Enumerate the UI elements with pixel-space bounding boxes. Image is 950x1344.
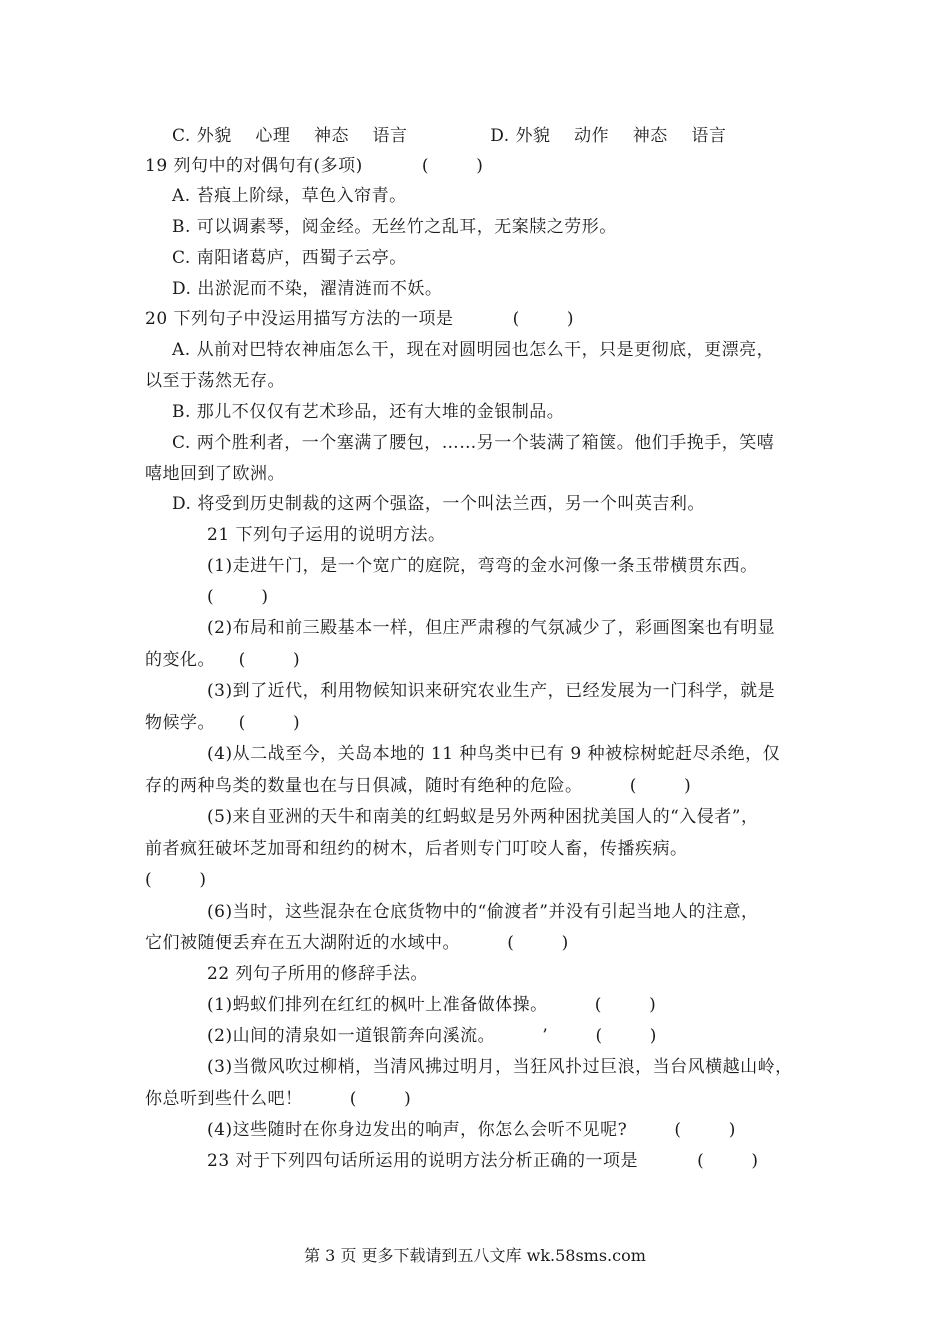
q21-item-1-answer: ( ) [207, 587, 269, 607]
q20-stem: 20 下列句子中没运用描写方法的一项是 ( ) [145, 309, 575, 329]
q21-item-6: (6)当时，这些混杂在仓底货物中的“偷渡者”并没有引起当地人的注意， [207, 902, 759, 922]
q21-item-3: (3)到了近代，利用物候知识来研究农业生产，已经发展为一门科学，就是 [207, 681, 776, 701]
q20-option-c-cont: 嘻地回到了欧洲。 [145, 464, 285, 484]
page-footer: 第 3 页 更多下载请到五八文库 wk.58sms.com [304, 1246, 646, 1265]
q20-option-b: B. 那儿不仅仅有艺术珍品，还有大堆的金银制品。 [172, 402, 565, 422]
q21-item-5-answer: ( ) [145, 870, 207, 890]
q21-item-2: (2)布局和前三殿基本一样，但庄严肃穆的气氛减少了，彩画图案也有明显 [207, 618, 776, 638]
q21-stem: 21 下列句子运用的说明方法。 [207, 525, 446, 545]
q22-item-1: (1)蚂蚁们排列在红红的枫叶上准备做体操。 ( ) [207, 995, 657, 1015]
q22-item-3-cont: 你总听到些什么吧！ ( ) [145, 1089, 412, 1109]
q22-stem: 22 列句子所用的修辞手法。 [207, 964, 429, 984]
q21-item-1: (1)走进午门，是一个宽广的庭院，弯弯的金水河像一条玉带横贯东西。 [207, 556, 758, 576]
q20-option-a-cont: 以至于荡然无存。 [145, 371, 285, 391]
q18-options-c-d: C. 外貌 心理 神态 语言 D. 外貌 动作 神态 语言 [172, 126, 727, 146]
q21-item-3-cont: 物候学。 ( ) [145, 713, 301, 733]
q23-stem: 23 对于下列四句话所运用的说明方法分析正确的一项是 ( ) [207, 1151, 759, 1171]
q22-item-4: (4)这些随时在你身边发出的响声，你怎么会听不见呢? ( ) [207, 1120, 736, 1140]
q22-item-3: (3)当微风吹过柳梢，当清风拂过明月，当狂风扑过巨浪，当台风横越山岭， [207, 1057, 793, 1077]
q21-item-5-cont: 前者疯狂破坏芝加哥和纽约的树木，后者则专门叮咬人畜，传播疾病。 [145, 839, 688, 859]
q21-item-6-cont: 它们被随便丢弃在五大湖附近的水域中。 ( ) [145, 933, 569, 953]
q19-option-b: B. 可以调素琴，阅金经。无丝竹之乱耳，无案牍之劳形。 [172, 217, 617, 237]
q20-option-c: C. 两个胜利者，一个塞满了腰包，……另一个装满了箱箧。他们手挽手，笑嘻 [172, 433, 775, 453]
q19-option-c: C. 南阳诸葛庐，西蜀子云亭。 [172, 248, 407, 268]
q21-item-4: (4)从二战至今，关岛本地的 11 种鸟类中已有 9 种被棕树蛇赶尽杀绝，仅 [207, 744, 781, 764]
q22-item-2: (2)山间的清泉如一道银箭奔向溪流。 ’ ( ) [207, 1026, 657, 1046]
q20-option-d: D. 将受到历史制裁的这两个强盗，一个叫法兰西，另一个叫英吉利。 [172, 494, 705, 514]
q21-item-4-cont: 存的两种鸟类的数量也在与日俱减，随时有绝种的危险。 ( ) [145, 776, 692, 796]
q19-option-a: A. 苔痕上阶绿，草色入帘青。 [172, 186, 407, 206]
q19-stem: 19 列句中的对偶句有(多项) ( ) [145, 156, 484, 176]
q21-item-5: (5)来自亚洲的天牛和南美的红蚂蚁是另外两种困扰美国人的“入侵者”， [207, 807, 759, 827]
q21-item-2-cont: 的变化。 ( ) [145, 650, 301, 670]
q19-option-d: D. 出淤泥而不染，濯清涟而不妖。 [172, 279, 443, 299]
q20-option-a: A. 从前对巴特农神庙怎么干，现在对圆明园也怎么干，只是更彻底，更漂亮， [172, 340, 775, 360]
